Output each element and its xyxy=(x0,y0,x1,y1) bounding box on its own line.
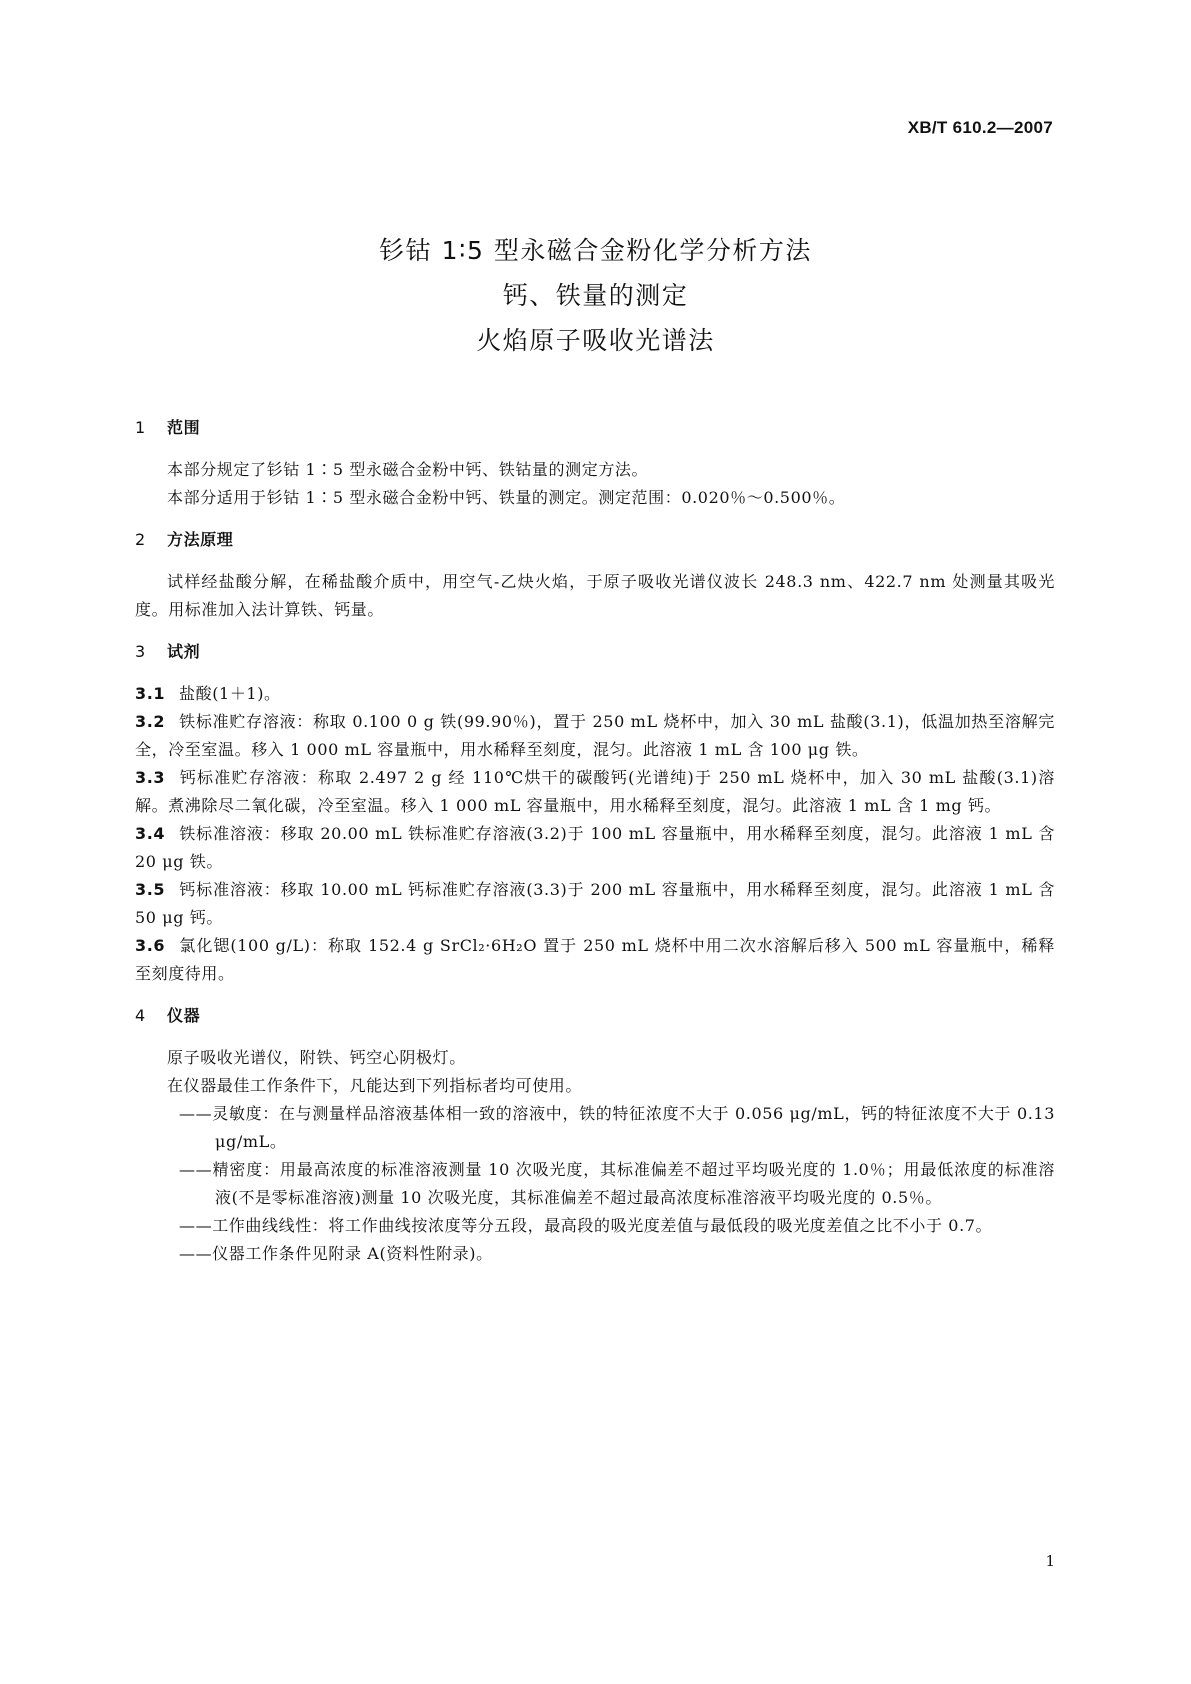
standard-code: XB/T 610.2—2007 xyxy=(907,118,1053,137)
item-text: 氯化锶(100 g/L)：称取 152.4 g SrCl₂·6H₂O 置于 250 mL 烧杯中用二次水溶解后移入 500 mL 容量瓶中，稀释至刻度待用。 xyxy=(135,936,1055,983)
requirement-item: ——工作曲线线性：将工作曲线按浓度等分五段，最高段的吸光度差值与最低段的吸光度差值之比不小于 0.7。 xyxy=(179,1216,993,1235)
item-number: 3.6 xyxy=(135,936,166,955)
document-body xyxy=(135,414,1055,1282)
section-number: 4 xyxy=(135,1006,146,1025)
paragraph: 本部分规定了钐钴 1∶5 型永磁合金粉中钙、铁钴量的测定方法。 xyxy=(167,460,649,479)
section-number: 2 xyxy=(135,530,146,549)
reagent-item xyxy=(135,932,1055,988)
section-heading xyxy=(135,414,1055,442)
section-title: 范围 xyxy=(167,418,201,437)
title-line-2: 钙、铁量的测定 xyxy=(502,281,689,310)
section-principle xyxy=(135,526,1055,624)
reagent-item xyxy=(135,876,1055,932)
section-title: 试剂 xyxy=(167,642,201,661)
section-apparatus xyxy=(135,1002,1055,1268)
section-number: 1 xyxy=(135,418,146,437)
reagent-item xyxy=(135,708,1055,764)
section-title: 方法原理 xyxy=(167,530,234,549)
paragraph: 试样经盐酸分解，在稀盐酸介质中，用空气-乙炔火焰，于原子吸收光谱仪波长 248.3 nm、422.7 nm 处测量其吸光度。用标准加入法计算铁、钙量。 xyxy=(135,572,1055,619)
title-line-3: 火焰原子吸收光谱法 xyxy=(476,326,715,355)
requirement-item: ——精密度：用最高浓度的标准溶液测量 10 次吸光度，其标准偏差不超过平均吸光度的 1.0％；用最低浓度的标准溶液(不是零标准溶液)测量 10 次吸光度，其标准偏差不超过最高浓度标准溶液平均吸光度的 0.5％。 xyxy=(179,1160,1055,1207)
section-number: 3 xyxy=(135,642,146,661)
paragraph: 本部分适用于钐钴 1∶5 型永磁合金粉中钙、铁量的测定。测定范围：0.020％～0.500％。 xyxy=(167,488,846,507)
paragraph: 原子吸收光谱仪，附铁、钙空心阴极灯。 xyxy=(167,1048,466,1067)
item-number: 3.1 xyxy=(135,684,166,703)
item-text: 钙标准贮存溶液：称取 2.497 2 g 经 110℃烘干的碳酸钙(光谱纯)于 250 mL 烧杯中，加入 30 mL 盐酸(3.1)溶解。煮沸除尽二氧化碳，冷至室温。移入 1 000 mL 容量瓶中，用水稀释至刻度，混匀。此溶液 1 mL 含 1 mg 钙。 xyxy=(135,768,1055,815)
item-number: 3.4 xyxy=(135,824,166,843)
paragraph: 在仪器最佳工作条件下，凡能达到下列指标者均可使用。 xyxy=(167,1076,583,1095)
reagent-item xyxy=(135,820,1055,876)
item-number: 3.5 xyxy=(135,880,166,899)
reagent-item xyxy=(135,764,1055,820)
section-heading xyxy=(135,638,1055,666)
section-reagents xyxy=(135,638,1055,988)
title-line-1: 钐钴 1∶5 型永磁合金粉化学分析方法 xyxy=(379,236,812,265)
item-text: 盐酸(1＋1)。 xyxy=(179,684,281,703)
section-title: 仪器 xyxy=(167,1006,201,1025)
page-number: 1 xyxy=(1045,1552,1055,1570)
requirement-item: ——灵敏度：在与测量样品溶液基体相一致的溶液中，铁的特征浓度不大于 0.056 μg/mL，钙的特征浓度不大于 0.13 μg/mL。 xyxy=(179,1104,1055,1151)
item-text: 铁标准贮存溶液：称取 0.100 0 g 铁(99.90％)，置于 250 mL 烧杯中，加入 30 mL 盐酸(3.1)，低温加热至溶解完全，冷至室温。移入 1 000 mL 容量瓶中，用水稀释至刻度，混匀。此溶液 1 mL 含 100 μg 铁。 xyxy=(135,712,1055,759)
section-heading xyxy=(135,1002,1055,1030)
reagent-item xyxy=(135,680,1055,708)
requirement-item: ——仪器工作条件见附录 A(资料性附录)。 xyxy=(179,1244,493,1263)
item-number: 3.3 xyxy=(135,768,166,787)
item-number: 3.2 xyxy=(135,712,166,731)
item-text: 钙标准溶液：移取 10.00 mL 钙标准贮存溶液(3.3)于 200 mL 容量瓶中，用水稀释至刻度，混匀。此溶液 1 mL 含 50 μg 钙。 xyxy=(135,880,1055,927)
section-heading xyxy=(135,526,1055,554)
item-text: 铁标准溶液：移取 20.00 mL 铁标准贮存溶液(3.2)于 100 mL 容量瓶中，用水稀释至刻度，混匀。此溶液 1 mL 含 20 μg 铁。 xyxy=(135,824,1055,871)
section-scope xyxy=(135,414,1055,512)
document-title xyxy=(0,228,1191,363)
